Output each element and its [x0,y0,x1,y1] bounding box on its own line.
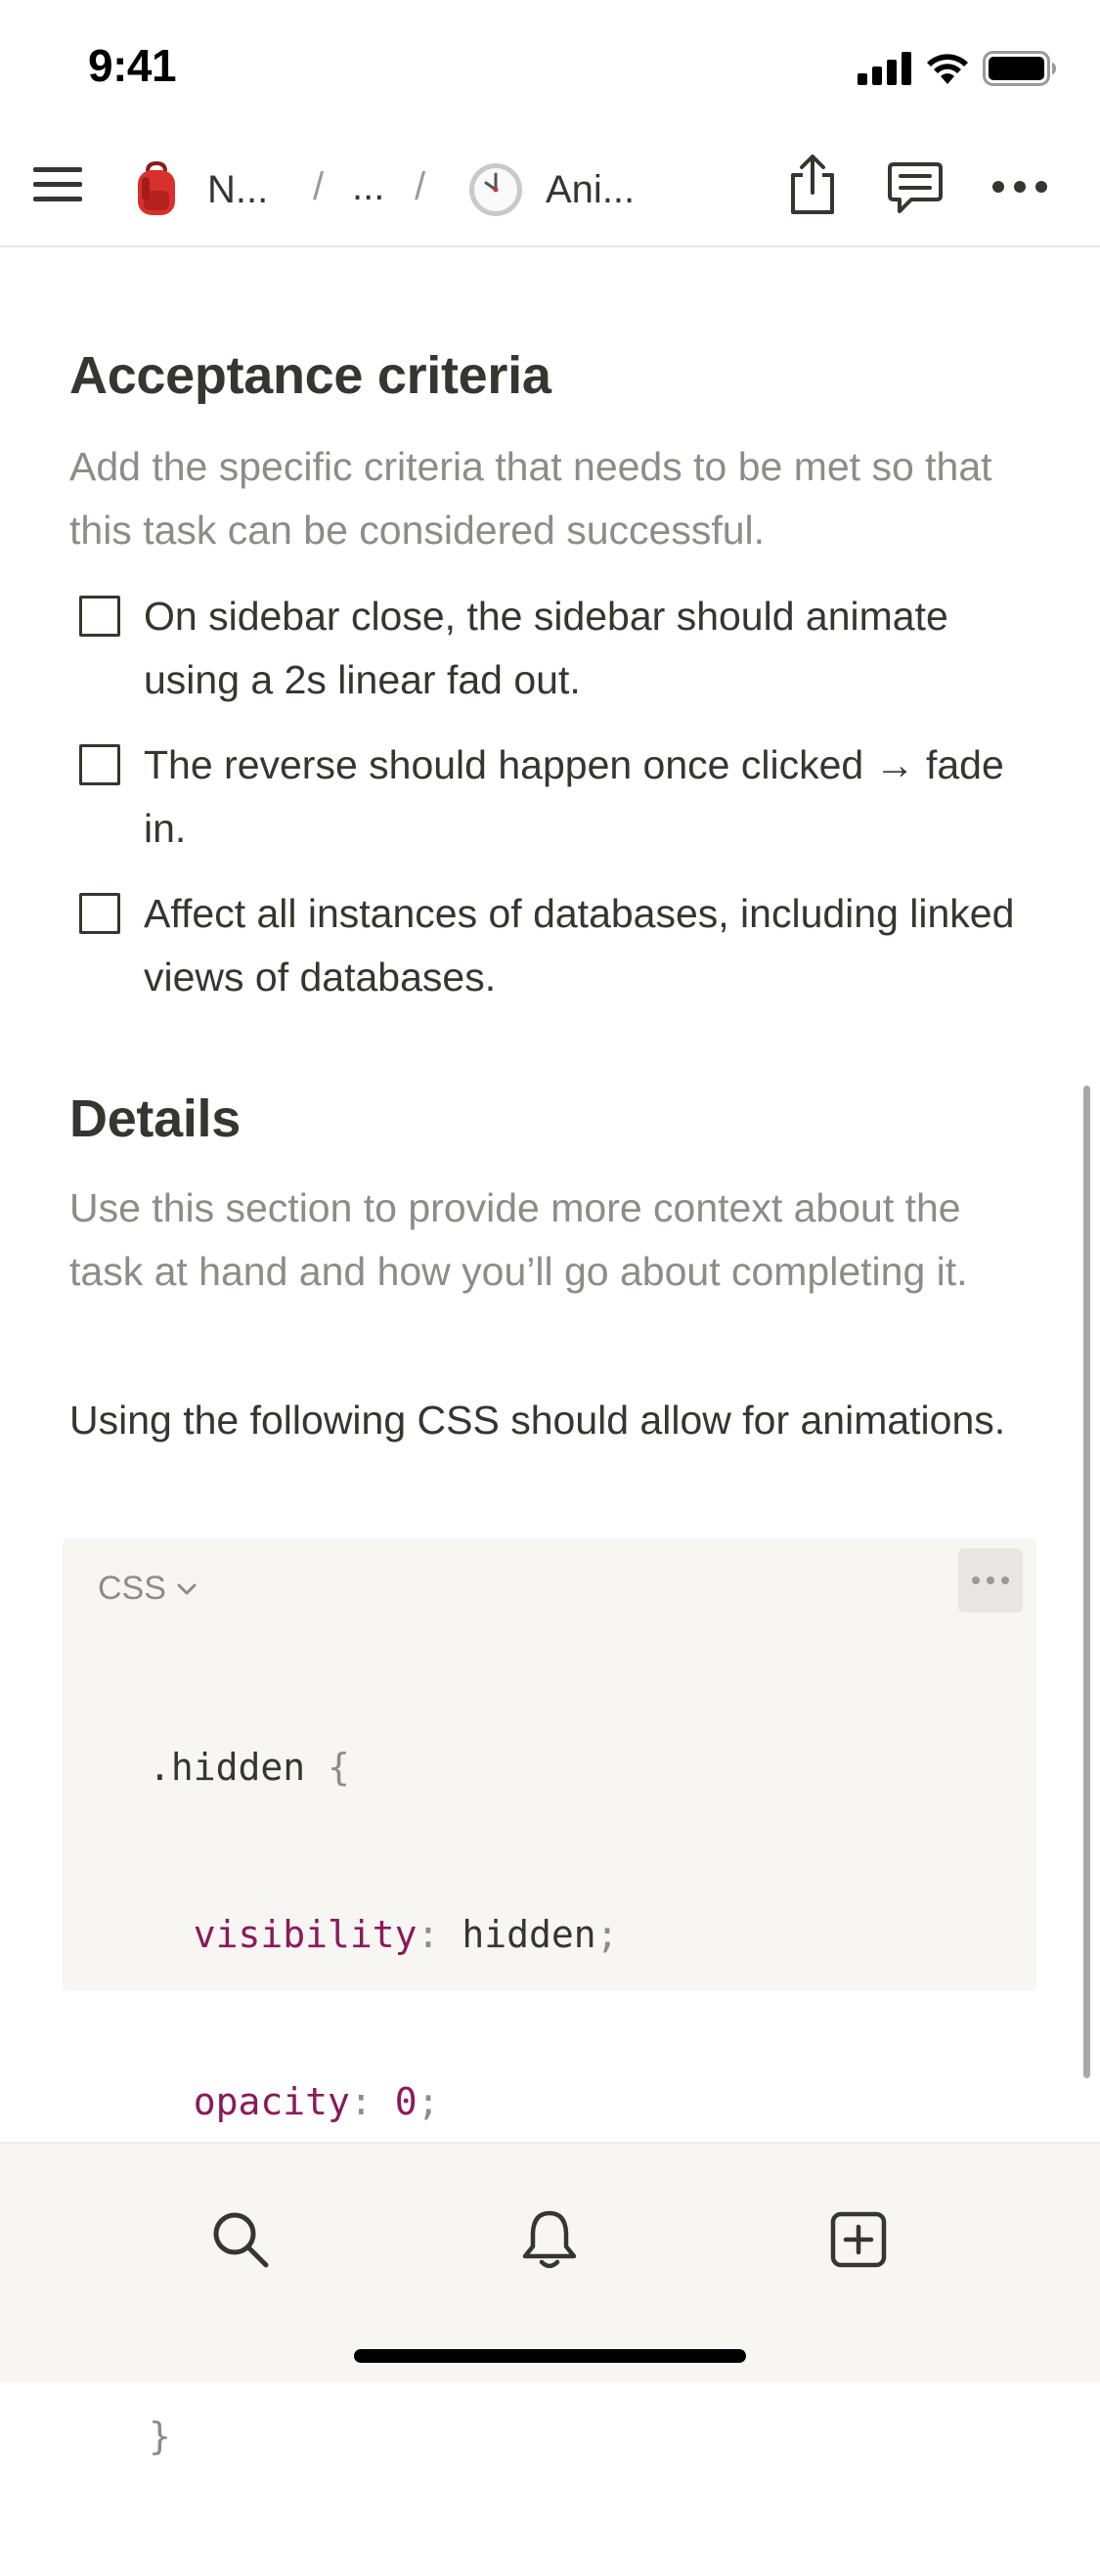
code-line [149,1907,1021,1963]
breadcrumb-separator: / [415,165,426,208]
code-line [149,2409,1021,2465]
todo-item [69,585,1037,712]
breadcrumb-item-current[interactable] [467,161,635,218]
todo-checkbox[interactable] [79,893,120,934]
chevron-down-icon [176,1582,198,1596]
top-navigation [0,132,1100,247]
breadcrumb-collapsed[interactable]: ... [352,165,385,208]
acceptance-criteria-heading: Acceptance criteria [69,346,551,405]
todo-text[interactable]: Affect all instances of databases, including linked views of databases. [144,891,1015,999]
code-punctuation: } [149,2415,171,2458]
new-page-tab[interactable] [819,2200,898,2279]
todo-checkbox[interactable] [79,596,120,637]
code-punctuation: : [349,2080,373,2123]
code-selector: .hidden [149,1746,306,1789]
more-options-button[interactable] [990,179,1049,195]
todo-text[interactable]: The reverse should happen once clicked → fade in. [144,742,1004,851]
code-punctuation: ; [417,2080,440,2123]
code-number: 0 [394,2080,418,2123]
details-description: Use this section to provide more context about the task at hand and how you’ll go about completing it. [69,1185,968,1294]
details-body-text[interactable]: Using the following CSS should allow for animations. [69,1398,1006,1443]
scrollbar[interactable] [1083,1086,1090,2078]
bottom-tab-bar [0,2142,1100,2382]
battery-icon [983,51,1057,86]
clock-emoji-icon [467,161,524,218]
hamburger-menu-icon [31,160,84,209]
todo-item [69,733,1037,861]
comments-button[interactable] [886,158,945,217]
bell-icon [518,2207,581,2272]
breadcrumb-workspace-label: N... [207,167,269,211]
breadcrumb-separator: / [313,165,325,208]
details-heading: Details [69,1089,241,1148]
code-property: visibility [193,1913,418,1956]
breadcrumb-item-workspace[interactable] [131,161,268,218]
code-punctuation: { [328,1746,350,1789]
cellular-signal-icon [858,52,912,85]
code-punctuation: : [417,1913,440,1956]
search-icon [209,2208,272,2271]
todo-item [69,882,1037,1009]
notifications-tab[interactable] [510,2200,589,2279]
share-button[interactable] [785,154,840,216]
status-icons [858,51,1057,86]
home-indicator[interactable] [354,2349,746,2363]
status-bar [0,0,1100,132]
more-horizontal-icon [990,179,1049,195]
wifi-icon [924,51,971,86]
plus-square-icon [829,2210,888,2269]
code-line [149,2074,1021,2130]
code-punctuation: ; [595,1913,619,1956]
code-content[interactable] [149,1628,1021,2576]
code-value: hidden [462,1913,596,1956]
code-language-selector[interactable] [98,1570,198,1608]
todo-text[interactable]: On sidebar close, the sidebar should animate using a 2s linear fad out. [144,594,948,702]
status-time: 9:41 [88,40,177,91]
breadcrumb-current-label: Ani... [546,167,636,211]
todo-checkbox[interactable] [79,744,120,785]
menu-button[interactable] [31,160,84,209]
code-block-more-button[interactable] [958,1548,1023,1613]
search-tab[interactable] [201,2200,280,2279]
share-icon [785,154,840,216]
code-property: opacity [193,2080,350,2123]
code-block[interactable] [63,1538,1036,2458]
code-line [149,1740,1021,1796]
code-language-label: CSS [98,1570,166,1607]
comment-icon [886,158,945,217]
backpack-emoji-icon [131,161,182,218]
acceptance-criteria-description: Add the specific criteria that needs to be met so that this task can be considered successful. [69,444,992,553]
more-horizontal-icon [971,1576,1010,1585]
